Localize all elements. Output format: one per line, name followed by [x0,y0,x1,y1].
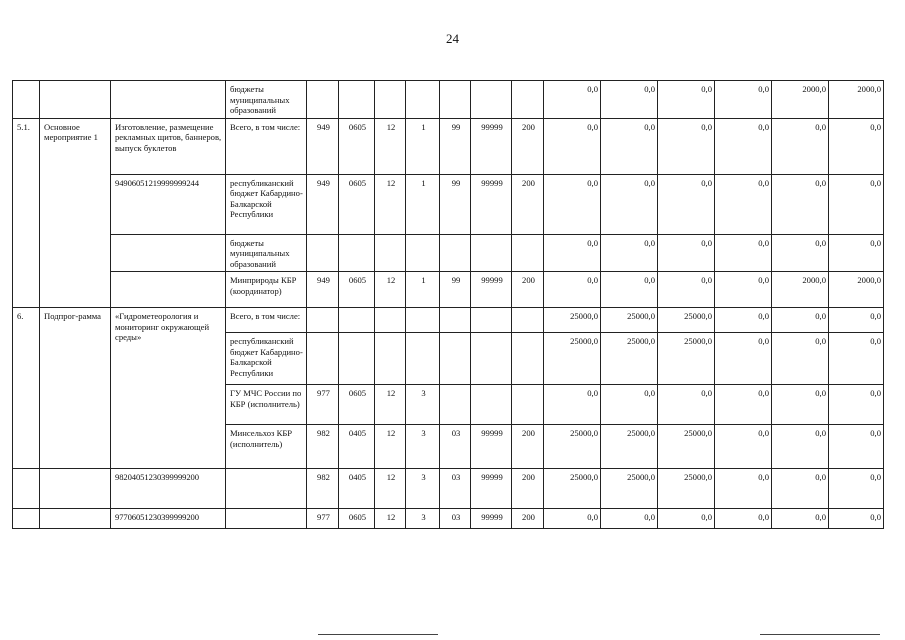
cell-direction [471,385,512,425]
cell-amount-2: 0,0 [601,272,658,308]
cell-funding-source [226,469,307,509]
cell-amount-5: 0,0 [772,385,829,425]
cell-direction: 99999 [471,118,512,174]
cell-amount-3: 0,0 [658,385,715,425]
cell-name [111,272,226,308]
cell-grbs: 949 [307,118,339,174]
cell-direction: 99999 [471,509,512,529]
cell-direction: 99999 [471,174,512,234]
cell-program [375,308,406,333]
cell-amount-5: 0,0 [772,469,829,509]
cell-program: 12 [375,174,406,234]
cell-amount-3: 0,0 [658,174,715,234]
footer-rule-left [318,634,438,635]
cell-amount-2: 25000,0 [601,469,658,509]
cell-funding-source [226,509,307,529]
cell-amount-2: 0,0 [601,385,658,425]
cell-vr: 200 [512,469,544,509]
cell-funding-source: Всего, в том числе: [226,308,307,333]
cell-vr: 200 [512,272,544,308]
cell-number: 6. [13,308,40,469]
cell-funding-source: бюджеты муниципальных образований [226,81,307,119]
cell-amount-4: 0,0 [715,333,772,385]
cell-amount-6: 0,0 [829,509,884,529]
cell-name: Изготовление, размещение рекламных щитов, баннеров, выпуск буклетов [111,118,226,174]
cell-amount-6: 0,0 [829,425,884,469]
cell-number: 5.1. [13,118,40,308]
cell-main-activity [440,308,471,333]
cell-amount-2: 0,0 [601,509,658,529]
cell-amount-1: 0,0 [544,234,601,272]
cell-vr: 200 [512,509,544,529]
cell-amount-3: 0,0 [658,118,715,174]
cell-amount-1: 0,0 [544,385,601,425]
cell-direction: 99999 [471,425,512,469]
cell-rz-pr [339,234,375,272]
cell-direction: 99999 [471,272,512,308]
cell-vr [512,234,544,272]
cell-rz-pr: 0605 [339,118,375,174]
cell-program [375,333,406,385]
cell-amount-3: 25000,0 [658,308,715,333]
cell-amount-4: 0,0 [715,308,772,333]
table-row [13,234,884,272]
cell-amount-1: 0,0 [544,174,601,234]
cell-type: Основное мероприятие 1 [40,118,111,308]
cell-amount-4: 0,0 [715,272,772,308]
cell-program [375,234,406,272]
cell-name [111,234,226,272]
cell-rz-pr [339,333,375,385]
cell-amount-6: 0,0 [829,234,884,272]
cell-type [40,469,111,509]
cell-subprogram [406,308,440,333]
cell-amount-3: 25000,0 [658,333,715,385]
cell-main-activity: 99 [440,118,471,174]
cell-amount-1: 25000,0 [544,425,601,469]
cell-amount-6: 2000,0 [829,272,884,308]
cell-amount-2: 25000,0 [601,308,658,333]
cell-amount-5: 0,0 [772,174,829,234]
cell-funding-source: Минсельхоз КБР (исполнитель) [226,425,307,469]
cell-type [40,509,111,529]
cell-grbs [307,308,339,333]
cell-main-activity: 99 [440,272,471,308]
cell-amount-4: 0,0 [715,174,772,234]
cell-amount-1: 0,0 [544,81,601,119]
cell-amount-1: 25000,0 [544,333,601,385]
cell-vr [512,333,544,385]
cell-main-activity [440,333,471,385]
cell-grbs [307,333,339,385]
table-row [13,469,884,509]
cell-grbs [307,81,339,119]
cell-subprogram: 3 [406,469,440,509]
cell-vr: 200 [512,174,544,234]
cell-amount-6: 0,0 [829,118,884,174]
cell-vr: 200 [512,118,544,174]
cell-grbs: 982 [307,469,339,509]
cell-rz-pr: 0405 [339,425,375,469]
table-row [13,509,884,529]
cell-name: «Гидрометеорология и мониторинг окружающей среды» [111,308,226,469]
cell-amount-1: 25000,0 [544,469,601,509]
cell-program: 12 [375,272,406,308]
cell-amount-6: 0,0 [829,385,884,425]
cell-amount-5: 2000,0 [772,272,829,308]
cell-amount-4: 0,0 [715,234,772,272]
cell-subprogram [406,234,440,272]
cell-amount-2: 25000,0 [601,333,658,385]
table-row [13,272,884,308]
cell-amount-5: 0,0 [772,234,829,272]
cell-amount-4: 0,0 [715,81,772,119]
cell-amount-3: 25000,0 [658,469,715,509]
cell-main-activity: 03 [440,425,471,469]
cell-rz-pr: 0605 [339,385,375,425]
cell-direction [471,333,512,385]
cell-number [13,509,40,529]
cell-amount-4: 0,0 [715,469,772,509]
cell-name: 94906051219999999244 [111,174,226,234]
cell-amount-2: 0,0 [601,234,658,272]
cell-grbs: 977 [307,385,339,425]
cell-amount-2: 0,0 [601,118,658,174]
cell-main-activity: 03 [440,469,471,509]
cell-rz-pr: 0605 [339,174,375,234]
cell-funding-source: республиканский бюджет Кабардино-Балкарской Республики [226,174,307,234]
cell-subprogram: 1 [406,272,440,308]
cell-amount-6: 2000,0 [829,81,884,119]
cell-direction: 99999 [471,469,512,509]
cell-amount-6: 0,0 [829,174,884,234]
cell-direction [471,81,512,119]
cell-main-activity [440,385,471,425]
cell-rz-pr: 0405 [339,469,375,509]
table-row [13,118,884,174]
cell-amount-6: 0,0 [829,333,884,385]
cell-grbs: 977 [307,509,339,529]
cell-rz-pr: 0605 [339,509,375,529]
cell-main-activity [440,81,471,119]
cell-grbs [307,234,339,272]
cell-amount-5: 0,0 [772,308,829,333]
cell-amount-1: 0,0 [544,118,601,174]
cell-vr [512,385,544,425]
cell-program: 12 [375,425,406,469]
cell-program: 12 [375,118,406,174]
cell-amount-3: 0,0 [658,234,715,272]
page-number: 24 [446,31,459,46]
cell-grbs: 949 [307,174,339,234]
cell-vr [512,308,544,333]
cell-subprogram: 1 [406,174,440,234]
cell-amount-5: 2000,0 [772,81,829,119]
cell-amount-5: 0,0 [772,333,829,385]
cell-type [40,81,111,119]
cell-amount-1: 0,0 [544,509,601,529]
cell-rz-pr [339,81,375,119]
cell-name [111,81,226,119]
cell-subprogram: 3 [406,425,440,469]
budget-table [12,80,884,529]
cell-amount-4: 0,0 [715,118,772,174]
cell-amount-1: 0,0 [544,272,601,308]
cell-vr [512,81,544,119]
cell-amount-4: 0,0 [715,425,772,469]
cell-rz-pr: 0605 [339,272,375,308]
cell-amount-5: 0,0 [772,509,829,529]
cell-amount-5: 0,0 [772,118,829,174]
table-row [13,174,884,234]
table-row [13,81,884,119]
cell-type: Подпрог-рамма [40,308,111,469]
cell-amount-3: 0,0 [658,509,715,529]
cell-funding-source: бюджеты муниципальных образований [226,234,307,272]
cell-subprogram: 1 [406,118,440,174]
cell-funding-source: ГУ МЧС России по КБР (исполнитель) [226,385,307,425]
cell-name: 97706051230399999200 [111,509,226,529]
cell-main-activity: 99 [440,174,471,234]
cell-subprogram [406,333,440,385]
cell-number [13,469,40,509]
cell-grbs: 982 [307,425,339,469]
cell-amount-2: 0,0 [601,174,658,234]
cell-amount-1: 25000,0 [544,308,601,333]
footer-rule-right [760,634,880,635]
cell-rz-pr [339,308,375,333]
cell-amount-3: 0,0 [658,272,715,308]
cell-main-activity: 03 [440,509,471,529]
cell-funding-source: Всего, в том числе: [226,118,307,174]
cell-program: 12 [375,469,406,509]
cell-amount-5: 0,0 [772,425,829,469]
table-body [13,81,884,529]
cell-amount-3: 25000,0 [658,425,715,469]
cell-direction [471,234,512,272]
cell-subprogram [406,81,440,119]
cell-amount-3: 0,0 [658,81,715,119]
cell-amount-4: 0,0 [715,385,772,425]
cell-funding-source: Минприроды КБР (координатор) [226,272,307,308]
cell-direction [471,308,512,333]
cell-program: 12 [375,385,406,425]
cell-subprogram: 3 [406,509,440,529]
cell-amount-6: 0,0 [829,469,884,509]
cell-number [13,81,40,119]
cell-main-activity [440,234,471,272]
cell-amount-2: 0,0 [601,81,658,119]
table-row [13,308,884,333]
cell-name: 98204051230399999200 [111,469,226,509]
cell-funding-source: республиканский бюджет Кабардино-Балкарской Республики [226,333,307,385]
cell-vr: 200 [512,425,544,469]
cell-amount-2: 25000,0 [601,425,658,469]
cell-amount-4: 0,0 [715,509,772,529]
cell-program: 12 [375,509,406,529]
cell-grbs: 949 [307,272,339,308]
cell-subprogram: 3 [406,385,440,425]
cell-program [375,81,406,119]
cell-amount-6: 0,0 [829,308,884,333]
